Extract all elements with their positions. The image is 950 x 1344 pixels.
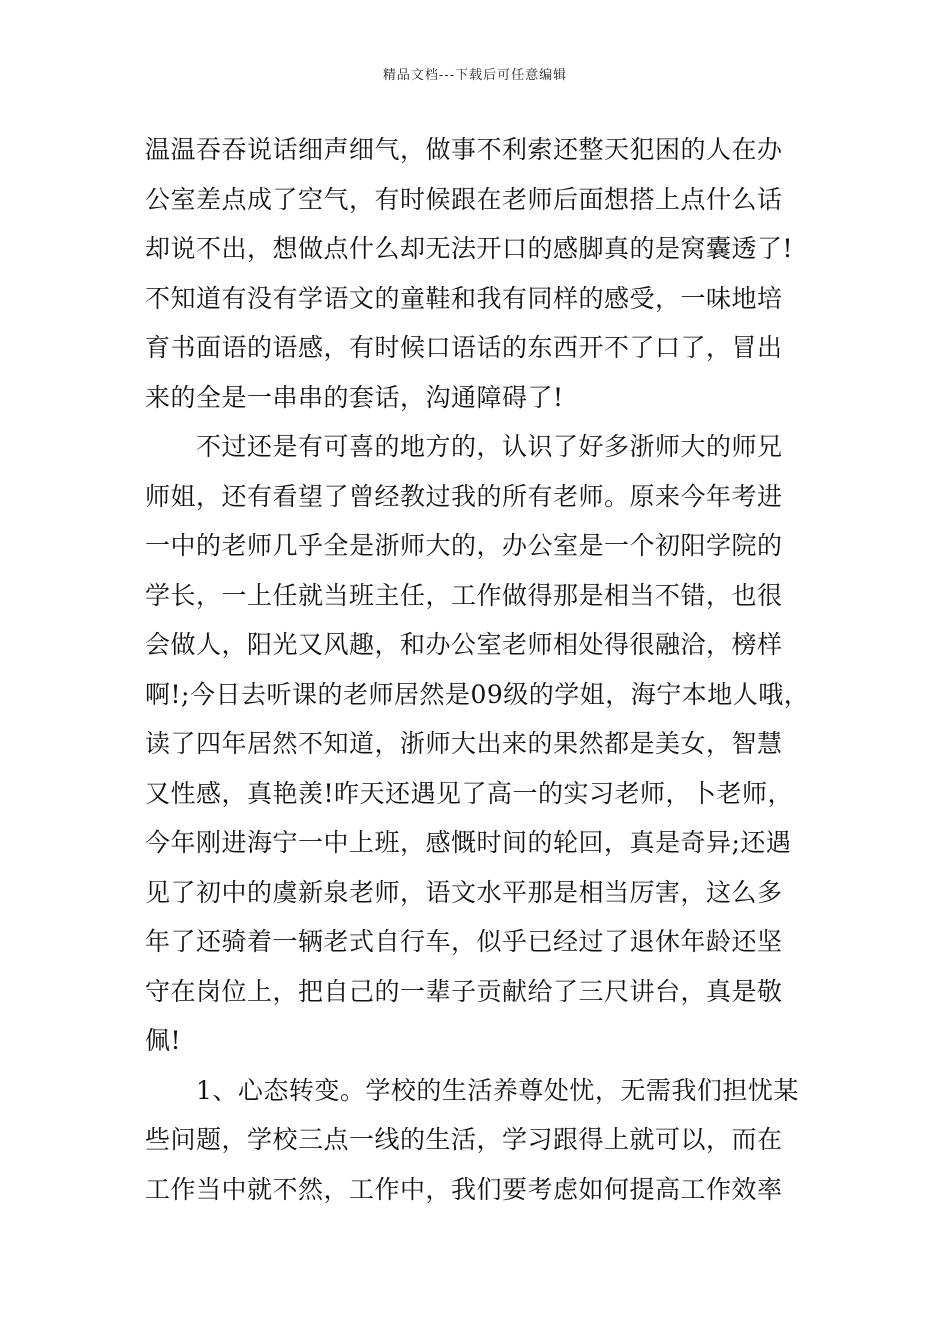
text-line: 公室差点成了空气，有时候跟在老师后面想搭上点什么话 (145, 184, 783, 214)
document-body (145, 125, 835, 1214)
text-line: 见了初中的虞新泉老师，语文水平那是相当厉害，这么多 (145, 877, 783, 907)
text-line: 不知道有没有学语文的童鞋和我有同样的感受，一味地培 (145, 283, 783, 313)
text-line: 又性感，真艳羡!昨天还遇见了高一的实习老师，卜老师， (145, 778, 794, 808)
text-line: 师姐，还有看望了曾经教过我的所有老师。原来今年考进 (145, 481, 783, 511)
text-line: 今年刚进海宁一中上班，感慨时间的轮回，真是奇异;还遇 (145, 828, 792, 857)
text-line: 些问题，学校三点一线的生活，学习跟得上就可以，而在 (145, 1125, 783, 1154)
page-header: 精品文档---下载后可任意编辑 (382, 68, 568, 83)
text-line: 1、心态转变。学校的生活养尊处忧，无需我们担忧某 (145, 1075, 799, 1105)
text-line: 工作当中就不然，工作中，我们要考虑如何提高工作效率 (145, 1174, 783, 1204)
text-line: 来的全是一串串的套话，沟通障碍了! (145, 382, 564, 412)
text-line: 一中的老师几乎全是浙师大的，办公室是一个初阳学院的 (145, 531, 783, 560)
text-line: 会做人，阳光又风趣，和办公室老师相处得很融洽，榜样 (145, 630, 783, 659)
text-line: 却说不出，想做点什么却无法开口的感脚真的是窝囊透了! (145, 234, 794, 263)
text-line: 年了还骑着一辆老式自行车，似乎已经过了退休年龄还坚 (145, 927, 783, 956)
text-line: 守在岗位上，把自己的一辈子贡献给了三尺讲台，真是敬 (145, 976, 783, 1006)
text-line: 育书面语的语感，有时候口语话的东西开不了口了，冒出 (145, 333, 783, 362)
text-line: 不过还是有可喜的地方的，认识了好多浙师大的师兄 (145, 432, 783, 461)
text-line: 学长，一上任就当班主任，工作做得那是相当不错，也很 (145, 580, 783, 610)
text-line: 啊!;今日去听课的老师居然是09级的学姐，海宁本地人哦， (145, 679, 810, 709)
text-line: 读了四年居然不知道，浙师大出来的果然都是美女，智慧 (145, 729, 783, 758)
text-line: 佩! (145, 1026, 182, 1055)
text-line: 温温吞吞说话细声细气，做事不利索还整天犯困的人在办 (145, 135, 783, 164)
